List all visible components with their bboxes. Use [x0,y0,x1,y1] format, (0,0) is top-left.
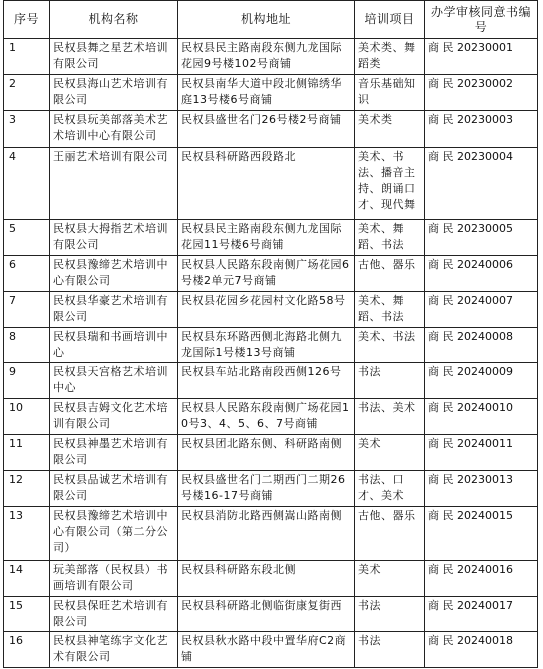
training-project: 美术、舞蹈、书法 [355,292,425,328]
institution-address: 民权县民主路南段东侧九龙国际花园9号楼102号商铺 [178,39,355,75]
training-project: 古他、器乐 [355,256,425,292]
row-number: 13 [4,507,50,561]
license-number: 商 民 20230003 [425,111,538,148]
table-row [4,363,538,399]
table-row [4,75,538,111]
row-number: 7 [4,292,50,328]
institution-address: 民权县人民路东段南侧广场花园10号3、4、5、6、7号商铺 [178,399,355,435]
table-row [4,111,538,148]
institution-address: 民权县人民路东段南侧广场花园6号楼2单元7号商铺 [178,256,355,292]
institution-name: 民权县神墨艺术培训有限公司 [50,435,178,471]
license-number: 商 民 20240007 [425,292,538,328]
row-number: 12 [4,471,50,507]
institution-name: 民权县品诚艺术培训有限公司 [50,471,178,507]
training-project: 书法 [355,597,425,632]
table-body [4,39,538,668]
training-project: 书法、美术 [355,399,425,435]
training-project: 书法 [355,363,425,399]
institution-address: 民权县科研路西段路北 [178,148,355,220]
institution-address: 民权县东环路西侧北海路北侧九龙国际1号楼13号商铺 [178,328,355,363]
row-number: 15 [4,597,50,632]
institution-address: 民权县盛世名门二期西门二期26号楼16-17号商铺 [178,471,355,507]
training-project: 美术、舞蹈、书法 [355,220,425,256]
table-row [4,148,538,220]
institution-address: 民权县秋水路中段中置华府C2商铺 [178,632,355,668]
header-name: 机构名称 [50,1,178,39]
institution-address: 民权县南华大道中段北侧锦绣华庭13号楼6号商铺 [178,75,355,111]
license-number: 商 民 20240017 [425,597,538,632]
license-number: 商 民 20240009 [425,363,538,399]
institution-table [3,0,538,668]
institution-name: 民权县玩美部落美术艺术培训中心有限公司 [50,111,178,148]
license-number: 商 民 20240011 [425,435,538,471]
row-number: 3 [4,111,50,148]
license-number: 商 民 20240016 [425,561,538,597]
institution-name: 民权县舞之星艺术培训有限公司 [50,39,178,75]
table-header-row [4,1,538,39]
row-number: 2 [4,75,50,111]
institution-address: 民权县团北路东侧、科研路南侧 [178,435,355,471]
license-number: 商 民 20230004 [425,148,538,220]
row-number: 11 [4,435,50,471]
header-project: 培训项目 [355,1,425,39]
row-number: 4 [4,148,50,220]
license-number: 商 民 20230001 [425,39,538,75]
institution-name: 玩美部落（民权县）书画培训有限公司 [50,561,178,597]
institution-name: 民权县豫缔艺术培训中心有限公司 [50,256,178,292]
row-number: 8 [4,328,50,363]
institution-address: 民权县花园乡花园村文化路58号 [178,292,355,328]
institution-address: 民权县盛世名门26号楼2号商铺 [178,111,355,148]
license-number: 商 民 20230002 [425,75,538,111]
row-number: 10 [4,399,50,435]
table-row [4,507,538,561]
training-project: 音乐基础知识 [355,75,425,111]
table-row [4,328,538,363]
row-number: 1 [4,39,50,75]
license-number: 商 民 20240018 [425,632,538,668]
table-row [4,220,538,256]
institution-name: 民权县吉姆文化艺术培训有限公司 [50,399,178,435]
header-address: 机构地址 [178,1,355,39]
training-project: 美术类、舞蹈类 [355,39,425,75]
training-project: 美术 [355,561,425,597]
training-project: 美术 [355,435,425,471]
license-number: 商 民 20240015 [425,507,538,561]
training-project: 美术、书法、播音主持、朗诵口才、现代舞 [355,148,425,220]
institution-name: 民权县天宫格艺术培训中心 [50,363,178,399]
license-number: 商 民 20240010 [425,399,538,435]
training-project: 古他、器乐 [355,507,425,561]
license-number: 商 民 20240008 [425,328,538,363]
row-number: 6 [4,256,50,292]
institution-name: 民权县豫缔艺术培训中心有限公司（第二分公司） [50,507,178,561]
institution-name: 民权县保旺艺术培训有限公司 [50,597,178,632]
institution-address: 民权县科研路东段北侧 [178,561,355,597]
table-row [4,435,538,471]
institution-name: 民权县海山艺术培训有限公司 [50,75,178,111]
institution-name: 民权县神笔练字文化艺术有限公司 [50,632,178,668]
institution-name: 王丽艺术培训有限公司 [50,148,178,220]
institution-address: 民权县民主路南段东侧九龙国际花园11号楼6号商铺 [178,220,355,256]
row-number: 9 [4,363,50,399]
table-row [4,471,538,507]
table-row [4,632,538,668]
header-license: 办学审核同意书编号 [425,1,538,39]
table-row [4,597,538,632]
training-project: 美术类 [355,111,425,148]
table-row [4,399,538,435]
license-number: 商 民 20240006 [425,256,538,292]
institution-name: 民权县瑞和书画培训中心 [50,328,178,363]
row-number: 14 [4,561,50,597]
table-row [4,561,538,597]
training-project: 书法、口才、美术 [355,471,425,507]
training-project: 书法 [355,632,425,668]
institution-address: 民权县科研路北侧临街康复街西 [178,597,355,632]
license-number: 商 民 20230013 [425,471,538,507]
license-number: 商 民 20230005 [425,220,538,256]
training-project: 美术、书法 [355,328,425,363]
header-no: 序号 [4,1,50,39]
table-row [4,39,538,75]
table-row [4,292,538,328]
table-row [4,256,538,292]
institution-address: 民权县车站北路南段西侧126号 [178,363,355,399]
row-number: 16 [4,632,50,668]
institution-address: 民权县消防北路西侧嵩山路南侧 [178,507,355,561]
institution-name: 民权县大拇指艺术培训有限公司 [50,220,178,256]
institution-name: 民权县华豪艺术培训有限公司 [50,292,178,328]
row-number: 5 [4,220,50,256]
